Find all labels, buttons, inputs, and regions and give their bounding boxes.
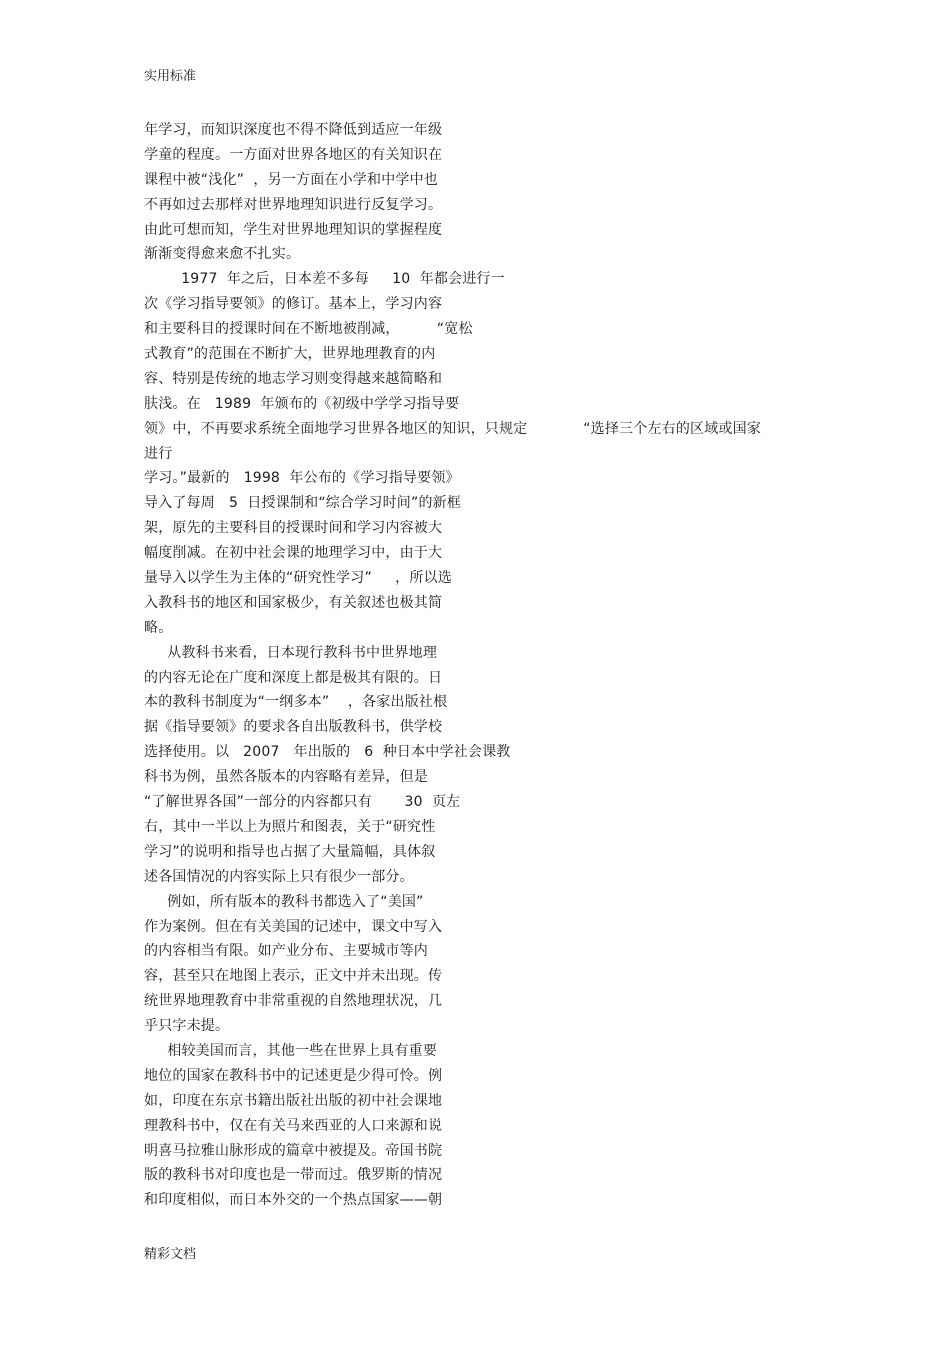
text-line: 由此可想而知，学生对世界地理知识的掌握程度: [144, 221, 443, 238]
text-line: 学习”的说明和指导也占据了大量篇幅，具体叙: [144, 843, 436, 860]
text-line: 架，原先的主要科目的授课时间和学习内容被大: [144, 520, 443, 537]
text-line: 课程中被“浅化” ，另一方面在小学和中学中也: [144, 171, 439, 188]
page-header: 实用标准: [144, 69, 197, 84]
text-line: 不再如过去那样对世界地理知识进行反复学习。: [144, 196, 443, 213]
text-line: 容，甚至只在地图上表示，正文中并未出现。传: [144, 968, 443, 985]
text-line: 相较美国而言，其他一些在世界上具有重要: [144, 1042, 438, 1059]
text-line: 进行: [144, 445, 173, 462]
text-line: 的内容相当有限。如产业分布、主要城市等内: [144, 943, 428, 960]
text-line: 本的教科书制度为“一纲多本” ，各家出版社根: [144, 694, 448, 711]
text-line: 的内容无论在广度和深度上都是极其有限的。日: [144, 669, 443, 686]
text-line: 科书为例，虽然各版本的内容略有差异，但是: [144, 769, 428, 786]
text-line: 导入了每周 5 日授课制和“综合学习时间”的新框: [144, 495, 462, 512]
text-line: 领》中，不再要求系统全面地学习世界各地区的知识，只规定 “选择三个左右的区域或国家: [144, 420, 762, 437]
body-text: [144, 118, 804, 1213]
text-line: 肤浅。在 1989 年颁布的《初级中学学习指导要: [144, 395, 460, 412]
text-line: 统世界地理教育中非常重视的自然地理状况，几: [144, 993, 443, 1010]
text-line: 例如，所有版本的教科书都选入了“美国”: [144, 893, 424, 910]
text-line: 理教科书中，仅在有关马来西亚的人口来源和说: [144, 1117, 443, 1134]
text-line: 右，其中一半以上为照片和图表，关于“研究性: [144, 818, 436, 835]
text-line: 入教科书的地区和国家极少，有关叙述也极其简: [144, 594, 443, 611]
text-line: “了解世界各国”一部分的内容都只有 30 页左: [144, 794, 461, 811]
text-line: 学童的程度。一方面对世界各地区的有关知识在: [144, 146, 443, 163]
text-line: 略。: [144, 619, 173, 636]
page-footer: 精彩文档: [144, 1247, 197, 1262]
text-line: 版的教科书对印度也是一带而过。俄罗斯的情况: [144, 1167, 443, 1184]
text-line: 次《学习指导要领》的修订。基本上，学习内容: [144, 296, 443, 313]
text-line: 量导入以学生为主体的“研究性学习” ，所以选: [144, 570, 452, 587]
text-line: 如，印度在东京书籍出版社出版的初中社会课地: [144, 1092, 443, 1109]
text-line: 和印度相似，而日本外交的一个热点国家——朝: [144, 1192, 443, 1209]
text-line: 容、特别是传统的地志学习则变得越来越简略和: [144, 370, 443, 387]
text-line: 乎只字未提。: [144, 1018, 230, 1035]
text-line: 地位的国家在教科书中的记述更是少得可怜。例: [144, 1067, 443, 1084]
text-line: 学习。”最新的 1998 年公布的《学习指导要领》: [144, 470, 460, 487]
text-line: 式教育”的范围在不断扩大，世界地理教育的内: [144, 346, 436, 363]
text-line: 幅度削减。在初中社会课的地理学习中，由于大: [144, 545, 443, 562]
text-line: 据《指导要领》的要求各自出版教科书，供学校: [144, 719, 443, 736]
text-line: 年学习，而知识深度也不得不降低到适应一年级: [144, 122, 443, 138]
text-line: 述各国情况的内容实际上只有很少一部分。: [144, 868, 414, 885]
text-line: 和主要科目的授课时间在不断地被削减， “宽松: [144, 321, 473, 338]
text-line: 1977 年之后，日本差不多每 10 年都会进行一: [144, 271, 505, 288]
text-line: 作为案例。但在有关美国的记述中，课文中写入: [144, 918, 443, 935]
text-line: 选择使用。以 2007 年出版的 6 种日本中学社会课教: [144, 744, 511, 761]
text-line: 明喜马拉雅山脉形成的篇章中被提及。帝国书院: [144, 1142, 443, 1159]
text-line: 从教科书来看，日本现行教科书中世界地理: [144, 644, 438, 661]
text-line: 渐渐变得愈来愈不扎实。: [144, 246, 301, 263]
